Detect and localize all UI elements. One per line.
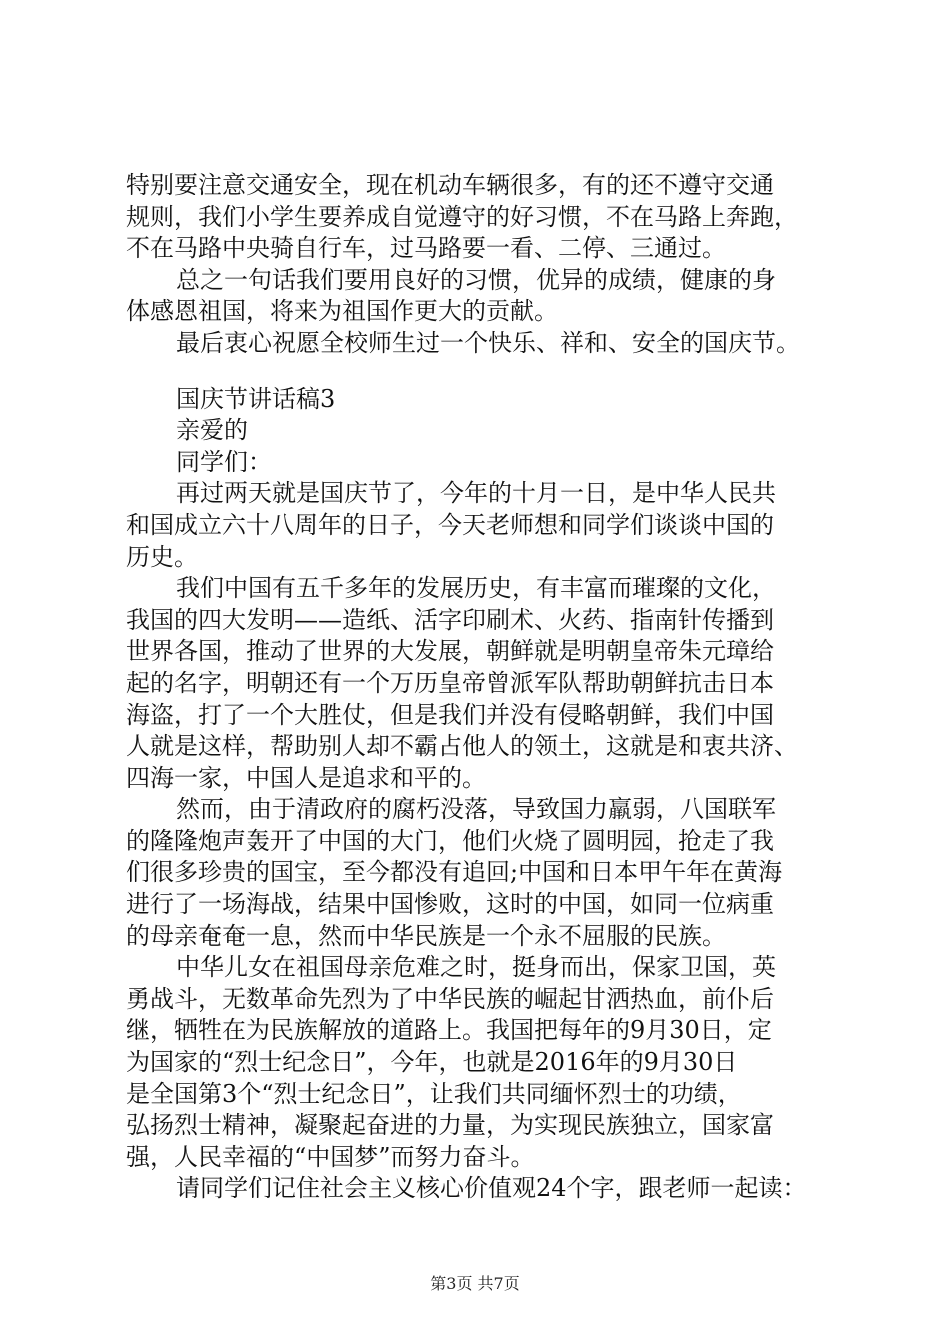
- section-gap: [126, 360, 838, 384]
- paragraph-line: 和国成立六十八周年的日子，今天老师想和同学们谈谈中国的: [126, 510, 774, 539]
- paragraph-line: 勇战斗，无数革命先烈为了中华民族的崛起甘洒热血，前仆后: [126, 984, 774, 1013]
- paragraph-line: 进行了一场海战，结果中国惨败，这时的中国，如同一位病重: [126, 890, 774, 919]
- salutation-line: 亲爱的: [176, 416, 248, 445]
- paragraph-line: 历史。: [126, 542, 198, 571]
- paragraph-line: 中华儿女在祖国母亲危难之时，挺身而出，保家卫国，英: [176, 953, 776, 982]
- paragraph-line: 特别要注意交通安全，现在机动车辆很多，有的还不遵守交通: [126, 171, 774, 199]
- salutation-line: 同学们：: [176, 447, 272, 476]
- paragraph-line: 的母亲奄奄一息，然而中华民族是一个永不屈服的民族。: [126, 921, 726, 950]
- paragraph-line: 总之一句话我们要用良好的习惯，优异的成绩，健康的身: [176, 265, 776, 294]
- paragraph-line: 为国家的“烈士纪念日”，今年，也就是2016年的9月30日: [126, 1048, 738, 1077]
- paragraph-line: 请同学们记住社会主义核心价值观24个字，跟老师一起读：: [176, 1174, 807, 1203]
- paragraph-line: 再过两天就是国庆节了，今年的十月一日，是中华人民共: [176, 479, 776, 508]
- paragraph-line: 四海一家，中国人是追求和平的。: [126, 763, 486, 792]
- paragraph-line: 体感恩祖国，将来为祖国作更大的贡献。: [126, 297, 558, 326]
- paragraph-line: 我们中国有五千多年的发展历史，有丰富而璀璨的文化，: [176, 574, 776, 603]
- paragraph-line: 不在马路中央骑自行车，过马路要一看、二停、三通过。: [126, 234, 726, 263]
- paragraph-line: 人就是这样，帮助别人却不霸占他人的领土，这就是和衷共济、: [126, 732, 798, 761]
- paragraph-line: 然而，由于清政府的腐朽没落，导致国力羸弱，八国联军: [176, 795, 776, 824]
- paragraph-line: 起的名字，明朝还有一个万历皇帝曾派军队帮助朝鲜抗击日本: [126, 668, 774, 697]
- paragraph-line: 规则，我们小学生要养成自觉遵守的好习惯，不在马路上奔跑，: [126, 202, 798, 231]
- page-footer: 第3页 共7页: [430, 1274, 520, 1293]
- paragraph-line: 弘扬烈士精神，凝聚起奋进的力量，为实现民族独立，国家富: [126, 1111, 774, 1140]
- paragraph-line: 最后衷心祝愿全校师生过一个快乐、祥和、安全的国庆节。: [176, 328, 800, 357]
- section-title: 国庆节讲话稿3: [176, 384, 336, 413]
- paragraph-line: 海盗，打了一个大胜仗，但是我们并没有侵略朝鲜，我们中国: [126, 700, 774, 729]
- paragraph-line: 的隆隆炮声轰开了中国的大门，他们火烧了圆明园，抢走了我: [126, 826, 774, 855]
- paragraph-line: 是全国第3个“烈士纪念日”，让我们共同缅怀烈士的功绩，: [126, 1079, 742, 1108]
- paragraph-line: 们很多珍贵的国宝，至今都没有追回;中国和日本甲午年在黄海: [126, 858, 783, 887]
- document-body: [126, 170, 838, 1205]
- paragraph-line: 世界各国，推动了世界的大发展，朝鲜就是明朝皇帝朱元璋给: [126, 637, 774, 666]
- paragraph-line: 我国的四大发明——造纸、活字印刷术、火药、指南针传播到: [126, 605, 774, 634]
- paragraph-line: 继，牺牲在为民族解放的道路上。我国把每年的9月30日，定: [126, 1016, 772, 1045]
- paragraph-line: 强，人民幸福的“中国梦”而努力奋斗。: [126, 1142, 535, 1171]
